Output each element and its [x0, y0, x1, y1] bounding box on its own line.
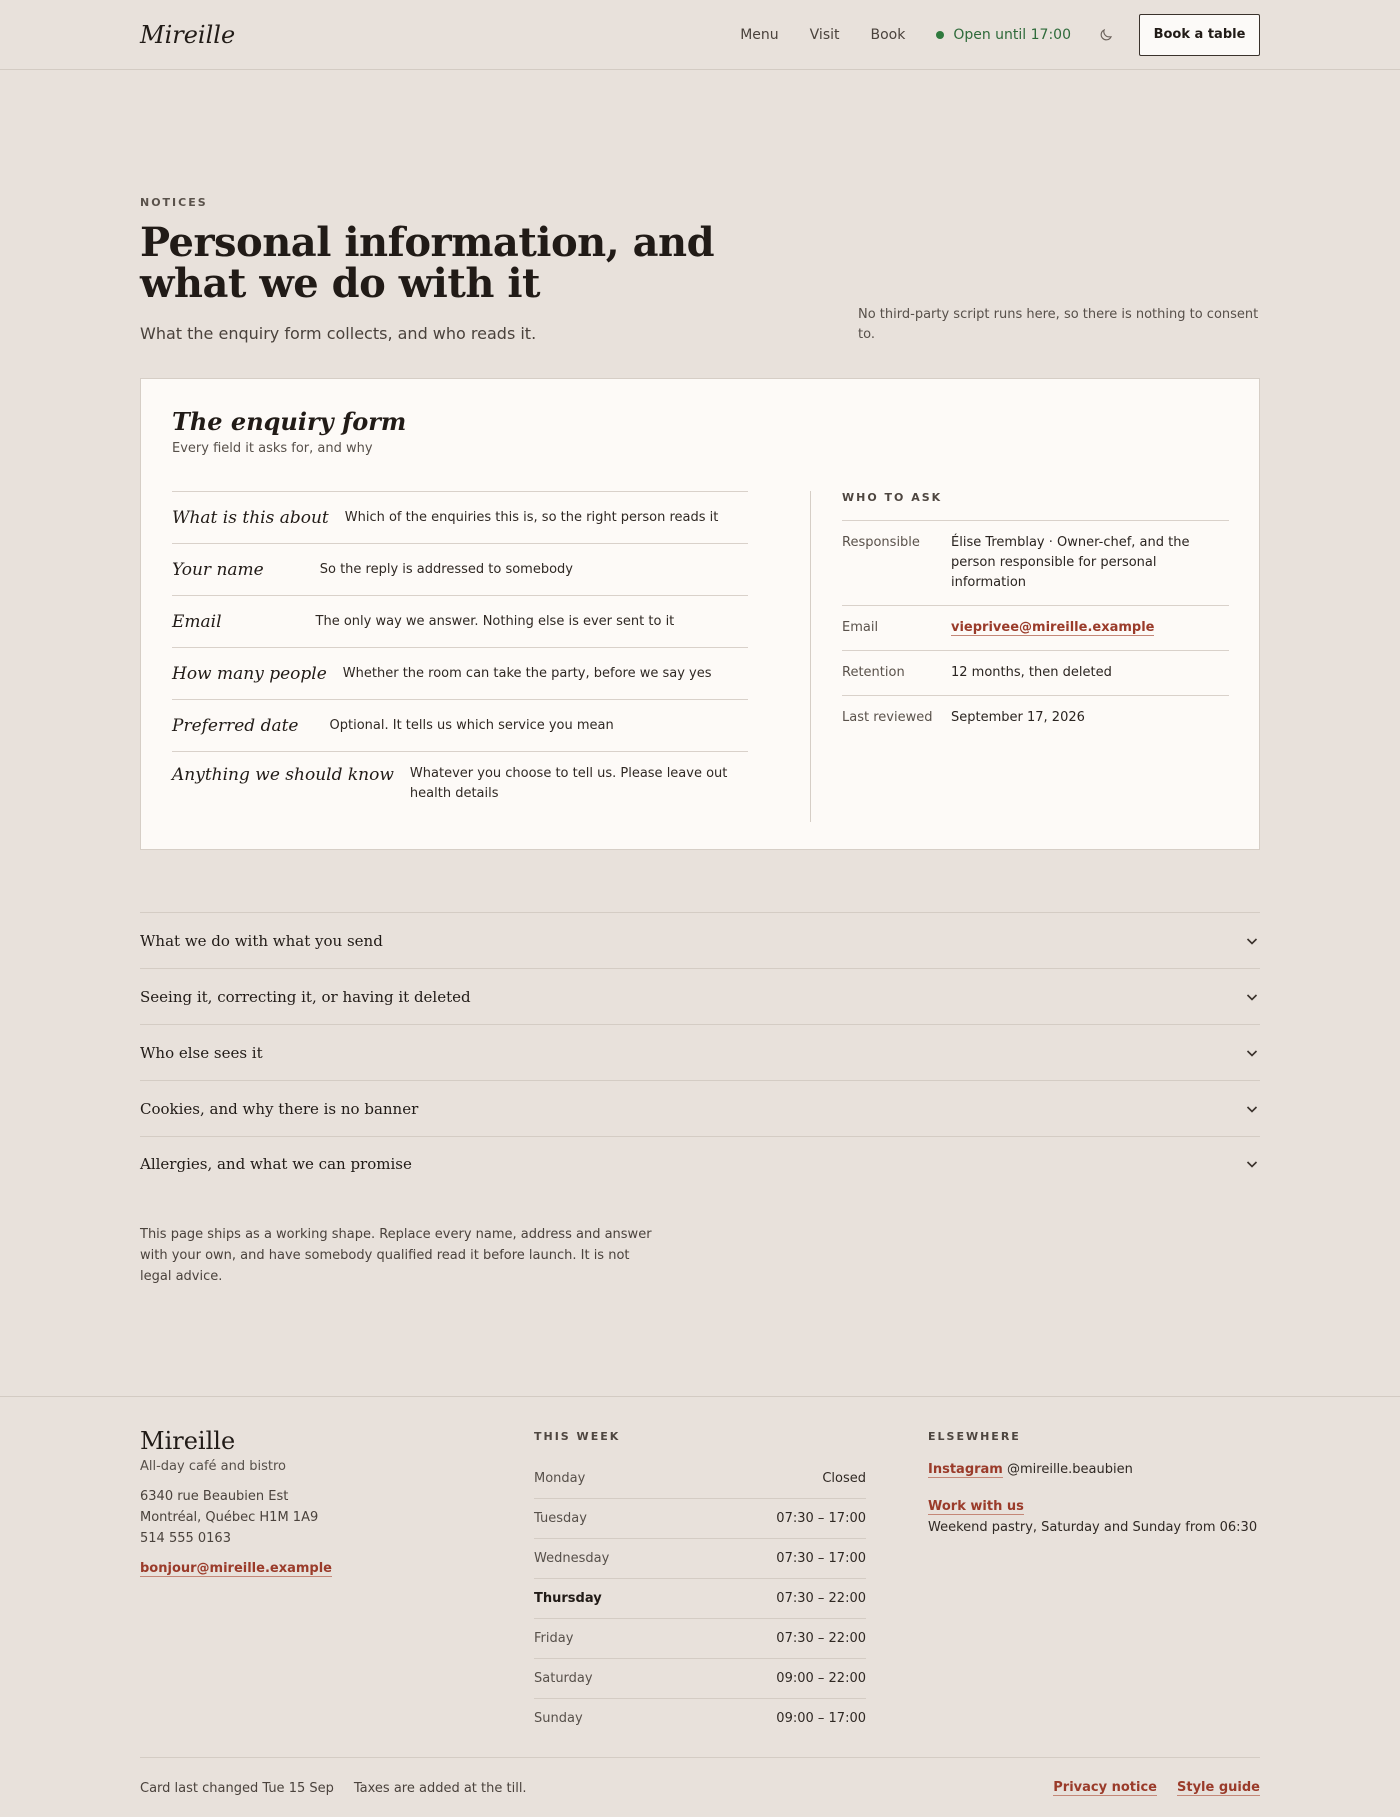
- who-to-ask-panel: [842, 491, 1229, 740]
- field-name: Preferred date: [172, 715, 299, 736]
- field-name: Anything we should know: [172, 765, 394, 785]
- accordion-item[interactable]: [140, 912, 1260, 968]
- privacy-email-link[interactable]: vieprivee@mireille.example: [951, 620, 1155, 635]
- field-name: What is this about: [172, 507, 329, 528]
- privacy-notice-link[interactable]: Privacy notice: [1053, 1780, 1157, 1795]
- who-to-ask-heading: WHO TO ASK: [842, 491, 943, 504]
- open-status: [936, 27, 1071, 43]
- contact-value: Élise Tremblay · Owner-chef, and the person responsible for personal information: [951, 535, 1190, 590]
- contact-key: Retention: [842, 665, 905, 680]
- elsewhere-heading: ELSEWHERE: [928, 1430, 1021, 1443]
- main-nav: [740, 14, 1260, 56]
- day-hours: Closed: [822, 1470, 866, 1486]
- page-title: Personal information, and what we do with it: [140, 219, 715, 307]
- taxes-note: Taxes are added at the till.: [353, 1780, 527, 1796]
- site-header: [0, 0, 1400, 70]
- contact-row: [842, 650, 1229, 695]
- accordion-item[interactable]: [140, 968, 1260, 1024]
- enquiry-form-card: [140, 378, 1260, 850]
- field-row: [172, 595, 748, 647]
- footer-bottom-bar: [140, 1757, 1260, 1817]
- field-row: [172, 647, 748, 699]
- work-item: [928, 1496, 1260, 1538]
- hours-row: [534, 1498, 866, 1538]
- chevron-down-icon: [1244, 1156, 1260, 1172]
- field-row: [172, 543, 748, 595]
- nav-menu-link[interactable]: Menu: [740, 26, 779, 43]
- accordion-label: What we do with what you send: [140, 931, 383, 950]
- open-status-label: Open until 17:00: [953, 26, 1071, 43]
- field-description: The only way we answer. Nothing else is ever sent to it: [315, 613, 675, 629]
- day-label: Tuesday: [534, 1511, 587, 1526]
- field-name: How many people: [172, 663, 327, 684]
- work-with-us-link[interactable]: Work with us: [928, 1499, 1024, 1514]
- day-hours: 09:00 – 22:00: [776, 1671, 866, 1686]
- site-logo[interactable]: Mireille: [140, 20, 236, 49]
- page-subtitle: What the enquiry form collects, and who reads it.: [140, 324, 537, 343]
- footer-tagline: All-day café and bistro: [140, 1459, 287, 1474]
- field-row: [172, 699, 748, 751]
- card-subtitle: Every field it asks for, and why: [172, 441, 373, 456]
- faq-accordion: [140, 912, 1260, 1192]
- accordion-label: Seeing it, correcting it, or having it deleted: [140, 987, 471, 1006]
- day-hours: 07:30 – 17:00: [776, 1551, 866, 1566]
- chevron-down-icon: [1244, 1045, 1260, 1061]
- day-hours: 07:30 – 17:00: [776, 1511, 866, 1526]
- hours-row: [534, 1538, 866, 1578]
- footer-brand: Mireille: [140, 1427, 236, 1455]
- moon-icon: [1099, 27, 1114, 42]
- hours-row: [534, 1618, 866, 1658]
- field-description: Optional. It tells us which service you mean: [329, 717, 614, 733]
- contact-row: [842, 605, 1229, 650]
- day-label: Friday: [534, 1631, 574, 1646]
- card-title: The enquiry form: [172, 407, 407, 436]
- contact-key: Last reviewed: [842, 710, 933, 725]
- instagram-link[interactable]: Instagram: [928, 1462, 1003, 1477]
- nav-visit-link[interactable]: Visit: [809, 26, 840, 43]
- field-name: Your name: [172, 559, 264, 580]
- phone-number: 514 555 0163: [140, 1531, 231, 1546]
- day-hours: 07:30 – 22:00: [776, 1591, 866, 1606]
- day-label: Monday: [534, 1470, 586, 1486]
- contact-row: [842, 520, 1229, 605]
- hours-heading: THIS WEEK: [534, 1430, 621, 1443]
- field-list: [172, 491, 748, 821]
- page-eyebrow: NOTICES: [140, 196, 208, 209]
- day-label: Saturday: [534, 1671, 593, 1686]
- field-description: Which of the enquiries this is, so the right person reads it: [344, 509, 719, 525]
- disclaimer-note: This page ships as a working shape. Replace every name, address and answer with your own, and have somebody qualified read it before launch. It is not legal advice.: [140, 1227, 652, 1284]
- site-footer: [0, 1396, 1400, 1817]
- day-label: Wednesday: [534, 1551, 610, 1566]
- accordion-label: Cookies, and why there is no banner: [140, 1099, 419, 1118]
- hours-row-today: [534, 1578, 866, 1618]
- hours-row: [534, 1658, 866, 1698]
- day-hours: 07:30 – 22:00: [776, 1631, 866, 1646]
- elsewhere-column: [928, 1430, 1260, 1538]
- status-dot-icon: [936, 31, 944, 39]
- opening-hours: [534, 1430, 866, 1738]
- accordion-item[interactable]: [140, 1080, 1260, 1136]
- field-row: [172, 751, 748, 821]
- consent-note: No third-party script runs here, so there is nothing to consent to.: [858, 307, 1259, 342]
- address-line: 6340 rue Beaubien Est: [140, 1489, 289, 1504]
- day-label: Thursday: [534, 1591, 602, 1606]
- contact-key: Responsible: [842, 535, 920, 550]
- theme-toggle-button[interactable]: [1097, 26, 1115, 44]
- field-description: Whether the room can take the party, before we say yes: [342, 665, 712, 681]
- field-name: Email: [172, 611, 222, 632]
- contact-value: 12 months, then deleted: [951, 665, 1112, 680]
- field-row: [172, 491, 748, 543]
- field-description: Whatever you choose to tell us. Please leave out health details: [409, 766, 728, 801]
- instagram-handle: @mireille.beaubien: [1007, 1462, 1133, 1477]
- accordion-item[interactable]: [140, 1136, 1260, 1192]
- footer-email-link[interactable]: bonjour@mireille.example: [140, 1561, 332, 1576]
- contact-value: September 17, 2026: [951, 710, 1085, 725]
- accordion-label: Who else sees it: [140, 1043, 263, 1062]
- work-description: Weekend pastry, Saturday and Sunday from 06:30: [928, 1520, 1258, 1535]
- contact-key: Email: [842, 620, 879, 635]
- contact-row: [842, 695, 1229, 740]
- day-label: Sunday: [534, 1711, 583, 1726]
- column-divider: [810, 491, 811, 822]
- chevron-down-icon: [1244, 1101, 1260, 1117]
- accordion-item[interactable]: [140, 1024, 1260, 1080]
- hours-list: [534, 1458, 866, 1738]
- field-description: So the reply is addressed to somebody: [319, 561, 573, 577]
- card-changed-note: Card last changed Tue 15 Sep: [140, 1780, 334, 1796]
- style-guide-link[interactable]: Style guide: [1177, 1780, 1260, 1795]
- chevron-down-icon: [1244, 989, 1260, 1005]
- book-table-button[interactable]: Book a table: [1139, 14, 1260, 56]
- hours-row: [534, 1698, 866, 1738]
- address-line: Montréal, Québec H1M 1A9: [140, 1510, 319, 1525]
- footer-address: [140, 1486, 332, 1549]
- day-hours: 09:00 – 17:00: [776, 1711, 866, 1726]
- chevron-down-icon: [1244, 933, 1260, 949]
- hours-row: [534, 1458, 866, 1498]
- accordion-label: Allergies, and what we can promise: [140, 1155, 412, 1173]
- nav-book-link[interactable]: Book: [870, 26, 906, 43]
- instagram-item: [928, 1459, 1260, 1480]
- footer-brand-column: [140, 1427, 332, 1576]
